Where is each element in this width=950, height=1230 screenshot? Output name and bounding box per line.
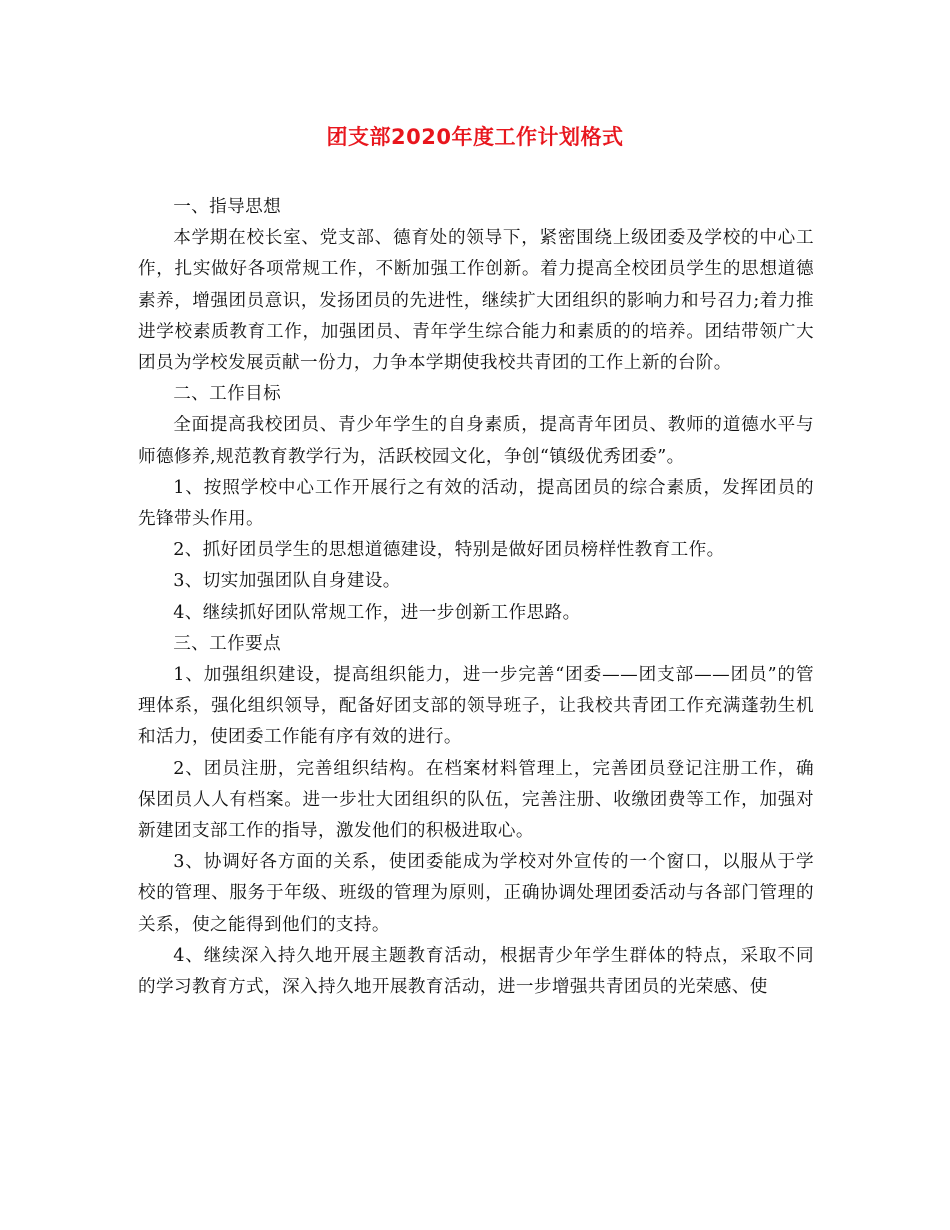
list-item: 4、继续深入持久地开展主题教育活动，根据青少年学生群体的特点，采取不同的学习教育方式，深入持久地开展教育活动，进一步增强共青团员的光荣感、使 bbox=[138, 945, 814, 998]
section-heading-work-goals: 二、工作目标 bbox=[173, 384, 282, 405]
list-item: 3、协调好各方面的关系，使团委能成为学校对外宣传的一个窗口，以服从于学校的管理、服务于年级、班级的管理为原则，正确协调处理团委活动与各部门管理的关系，使之能得到他们的支持。 bbox=[138, 852, 814, 935]
section-heading-guiding-ideology: 一、指导思想 bbox=[173, 197, 282, 217]
section-heading-work-points: 三、工作要点 bbox=[173, 633, 282, 654]
paragraph: 本学期在校长室、党支部、德育处的领导下，紧密围绕上级团委及学校的中心工作，扎实做好各项常规工作，不断加强工作创新。着力提高全校团员学生的思想道德素养，增强团员意识，发扬团员的先进性，继续扩大团组织的影响力和号召力;着力推进学校素质教育工作，加强团员、青年学生综合能力和素质的的培养。团结带领广大团员为学校发展贡献一份力，力争本学期使我校共青团的工作上新的台阶。 bbox=[138, 228, 814, 374]
list-item: 2、抓好团员学生的思想道德建设，特别是做好团员榜样性教育工作。 bbox=[173, 540, 725, 561]
list-item: 3、切实加强团队自身建设。 bbox=[173, 571, 401, 592]
list-item: 4、继续抓好团队常规工作，进一步创新工作思路。 bbox=[173, 602, 581, 623]
list-item: 1、加强组织建设，提高组织能力，进一步完善“团委——团支部——团员”的管理体系，强化组织领导，配备好团支部的领导班子，让我校共青团工作充满蓬勃生机和活力，使团委工作能有序有效的进行。 bbox=[138, 665, 814, 748]
paragraph: 全面提高我校团员、青少年学生的自身素质，提高青年团员、教师的道德水平与师德修养,规范教育教学行为，活跃校园文化，争创“镇级优秀团委”。 bbox=[138, 415, 814, 467]
list-item: 2、团员注册，完善组织结构。在档案材料管理上，完善团员登记注册工作，确保团员人人有档案。进一步壮大团组织的队伍，完善注册、收缴团费等工作，加强对新建团支部工作的指导，激发他们的积极进取心。 bbox=[138, 758, 814, 842]
document-title: 团支部2020年度工作计划格式 bbox=[326, 125, 624, 149]
list-item: 1、按照学校中心工作开展行之有效的活动，提高团员的综合素质，发挥团员的先锋带头作用。 bbox=[138, 477, 814, 530]
document-body bbox=[138, 192, 814, 1003]
